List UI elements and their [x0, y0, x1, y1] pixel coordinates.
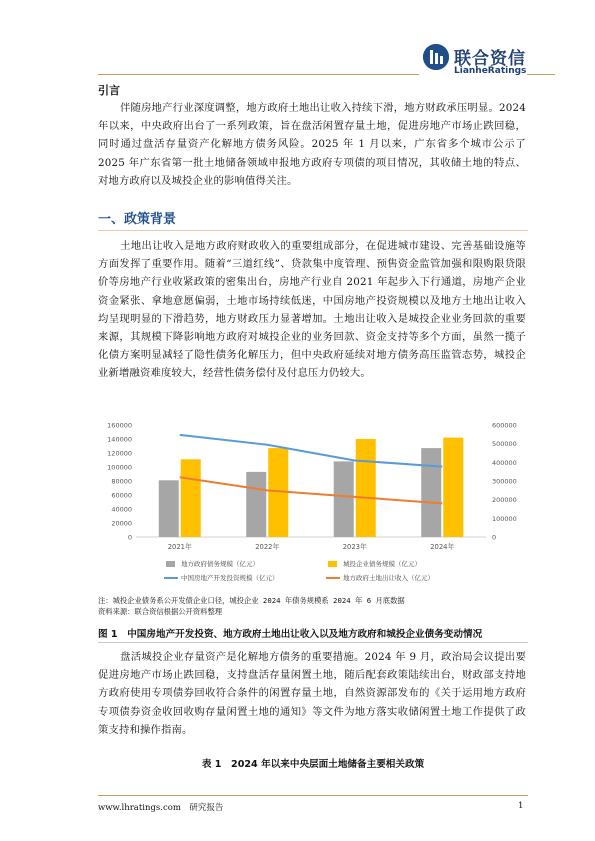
left-tick-label: 0 [127, 533, 132, 542]
bar [421, 448, 441, 537]
legend-label: 地方政府债务规模（亿元） [181, 560, 259, 568]
header-divider [98, 74, 419, 75]
category-label: 2023年 [342, 543, 367, 551]
right-tick-label: 400000 [492, 458, 517, 467]
right-tick-label: 200000 [492, 496, 517, 505]
left-tick-label: 20000 [111, 519, 132, 528]
right-tick-label: 500000 [492, 440, 517, 449]
lianhe-logo-icon [423, 44, 449, 70]
legend-label: 地方政府土地出让收入（亿元） [343, 574, 434, 582]
header-divider-right [527, 74, 555, 75]
section-divider [98, 230, 528, 231]
chart-note: 注：城投企业债务系公开发债企业口径，城投企业 2024 年债务规模系 2024 年 6 月底数据 [98, 596, 405, 605]
left-tick-label: 60000 [111, 491, 132, 500]
bar [159, 480, 179, 537]
series-line [180, 477, 443, 503]
left-tick-label: 160000 [107, 421, 132, 430]
category-label: 2024年 [430, 543, 455, 551]
legend-swatch [328, 561, 337, 567]
footer-divider [98, 795, 528, 796]
bar [246, 472, 266, 537]
legend-swatch [166, 561, 175, 567]
right-tick-label: 300000 [492, 477, 517, 486]
bar [443, 438, 463, 537]
left-tick-label: 120000 [107, 449, 132, 458]
chart-svg [98, 418, 528, 593]
category-label: 2021年 [167, 543, 192, 551]
right-tick-label: 600000 [492, 421, 517, 430]
figure-caption-divider [98, 642, 528, 643]
right-tick-label: 100000 [492, 514, 517, 523]
table-caption: 表 1 2024 年以来中央层面土地储备主要相关政策 [201, 759, 425, 770]
footer-site: www.lhratings.com 研究报告 [98, 803, 224, 813]
series-line [180, 435, 443, 467]
section-title: 一、政策背景 [98, 212, 177, 227]
intro-paragraph-text: 伴随房地产行业深度调整，地方政府土地出让收入持续下滑，地方财政承压明显。2024 年以来，中央政府出台了一系列政策，旨在盘活闲置存量土地，促进房地产市场止跌回稳，同时通过盘活存量资产化解地方债务风险。2025 年 1 月以来，广东省多个城市公示了 2025 年广东省第一批土地储备领域申报地方政府专项债的项目情况，其收储土地的特点、对地方政府以及城投企业的影响值得关注。 [98, 102, 526, 187]
left-tick-label: 100000 [107, 463, 132, 472]
debt-investment-chart [98, 418, 528, 593]
intro-heading: 引言 [98, 84, 120, 97]
category-label: 2022年 [255, 543, 280, 551]
bar [181, 459, 201, 537]
intro-paragraph [98, 99, 526, 190]
section-paragraph-2 [98, 648, 526, 739]
section-paragraph-text: 土地出让收入是地方政府财政收入的重要组成部分，在促进城市建设、完善基础设施等方面发挥了重要作用。随着“三道红线”、贷款集中度管理、预售资金监管加强和限购限贷限价等房地产行业收紧政策的密集出台，房地产行业自 2021 年起步入下行通道，房地产企业资金紧张、拿地意愿偏弱，土地市场持续低迷，中国房地产投资规模以及地方土地出让收入均呈现明显的下滑趋势，地方财政压力显著增加。土地出让收入是城投企业业务回款的重要来源，其规模下降影响地方政府对城投企业的业务回款、资金支持等多个方面，虽然一揽子化债方案明显减轻了隐性债务化解压力，但中央政府延续对地方债务高压监管态势，城投企业新增融资难度较大，经营性债务偿付及付息压力仍较大。 [98, 240, 526, 380]
bar [334, 461, 354, 537]
section-paragraph [98, 237, 526, 383]
bar [356, 439, 376, 537]
left-tick-label: 140000 [107, 435, 132, 444]
right-tick-label: 0 [492, 533, 497, 542]
figure-caption: 图 1 中国房地产开发投资、地方政府土地出让收入以及地方政府和城投企业债务变动情况 [98, 629, 483, 640]
logo-chinese-name: 联合资信 [454, 49, 526, 69]
page-number: 1 [518, 801, 524, 811]
section-paragraph-2-text: 盘活城投企业存量资产是化解地方债务的重要措施。2024 年 9 月，政治局会议提出要促进房地产市场止跌回稳，支持盘活存量闲置土地，随后配套政策陆续出台，财政部支持地方政府使用专项债券回收符合条件的闲置存量土地，自然资源部发布的《关于运用地方政府专项债券资金收回收购存量闲置土地的通知》等文件为地方落实收储闲置土地工作提供了政策支持和操作指南。 [98, 651, 526, 736]
chart-source: 资料来源：联合资信根据公开资料整理 [98, 607, 223, 616]
left-tick-label: 80000 [111, 477, 132, 486]
legend-label: 城投企业债务规模（亿元） [343, 560, 421, 568]
legend-label: 中国房地产开发投资规模（亿元） [181, 574, 279, 582]
logo-english-name: LianheRatings [454, 66, 527, 76]
left-tick-label: 40000 [111, 505, 132, 514]
